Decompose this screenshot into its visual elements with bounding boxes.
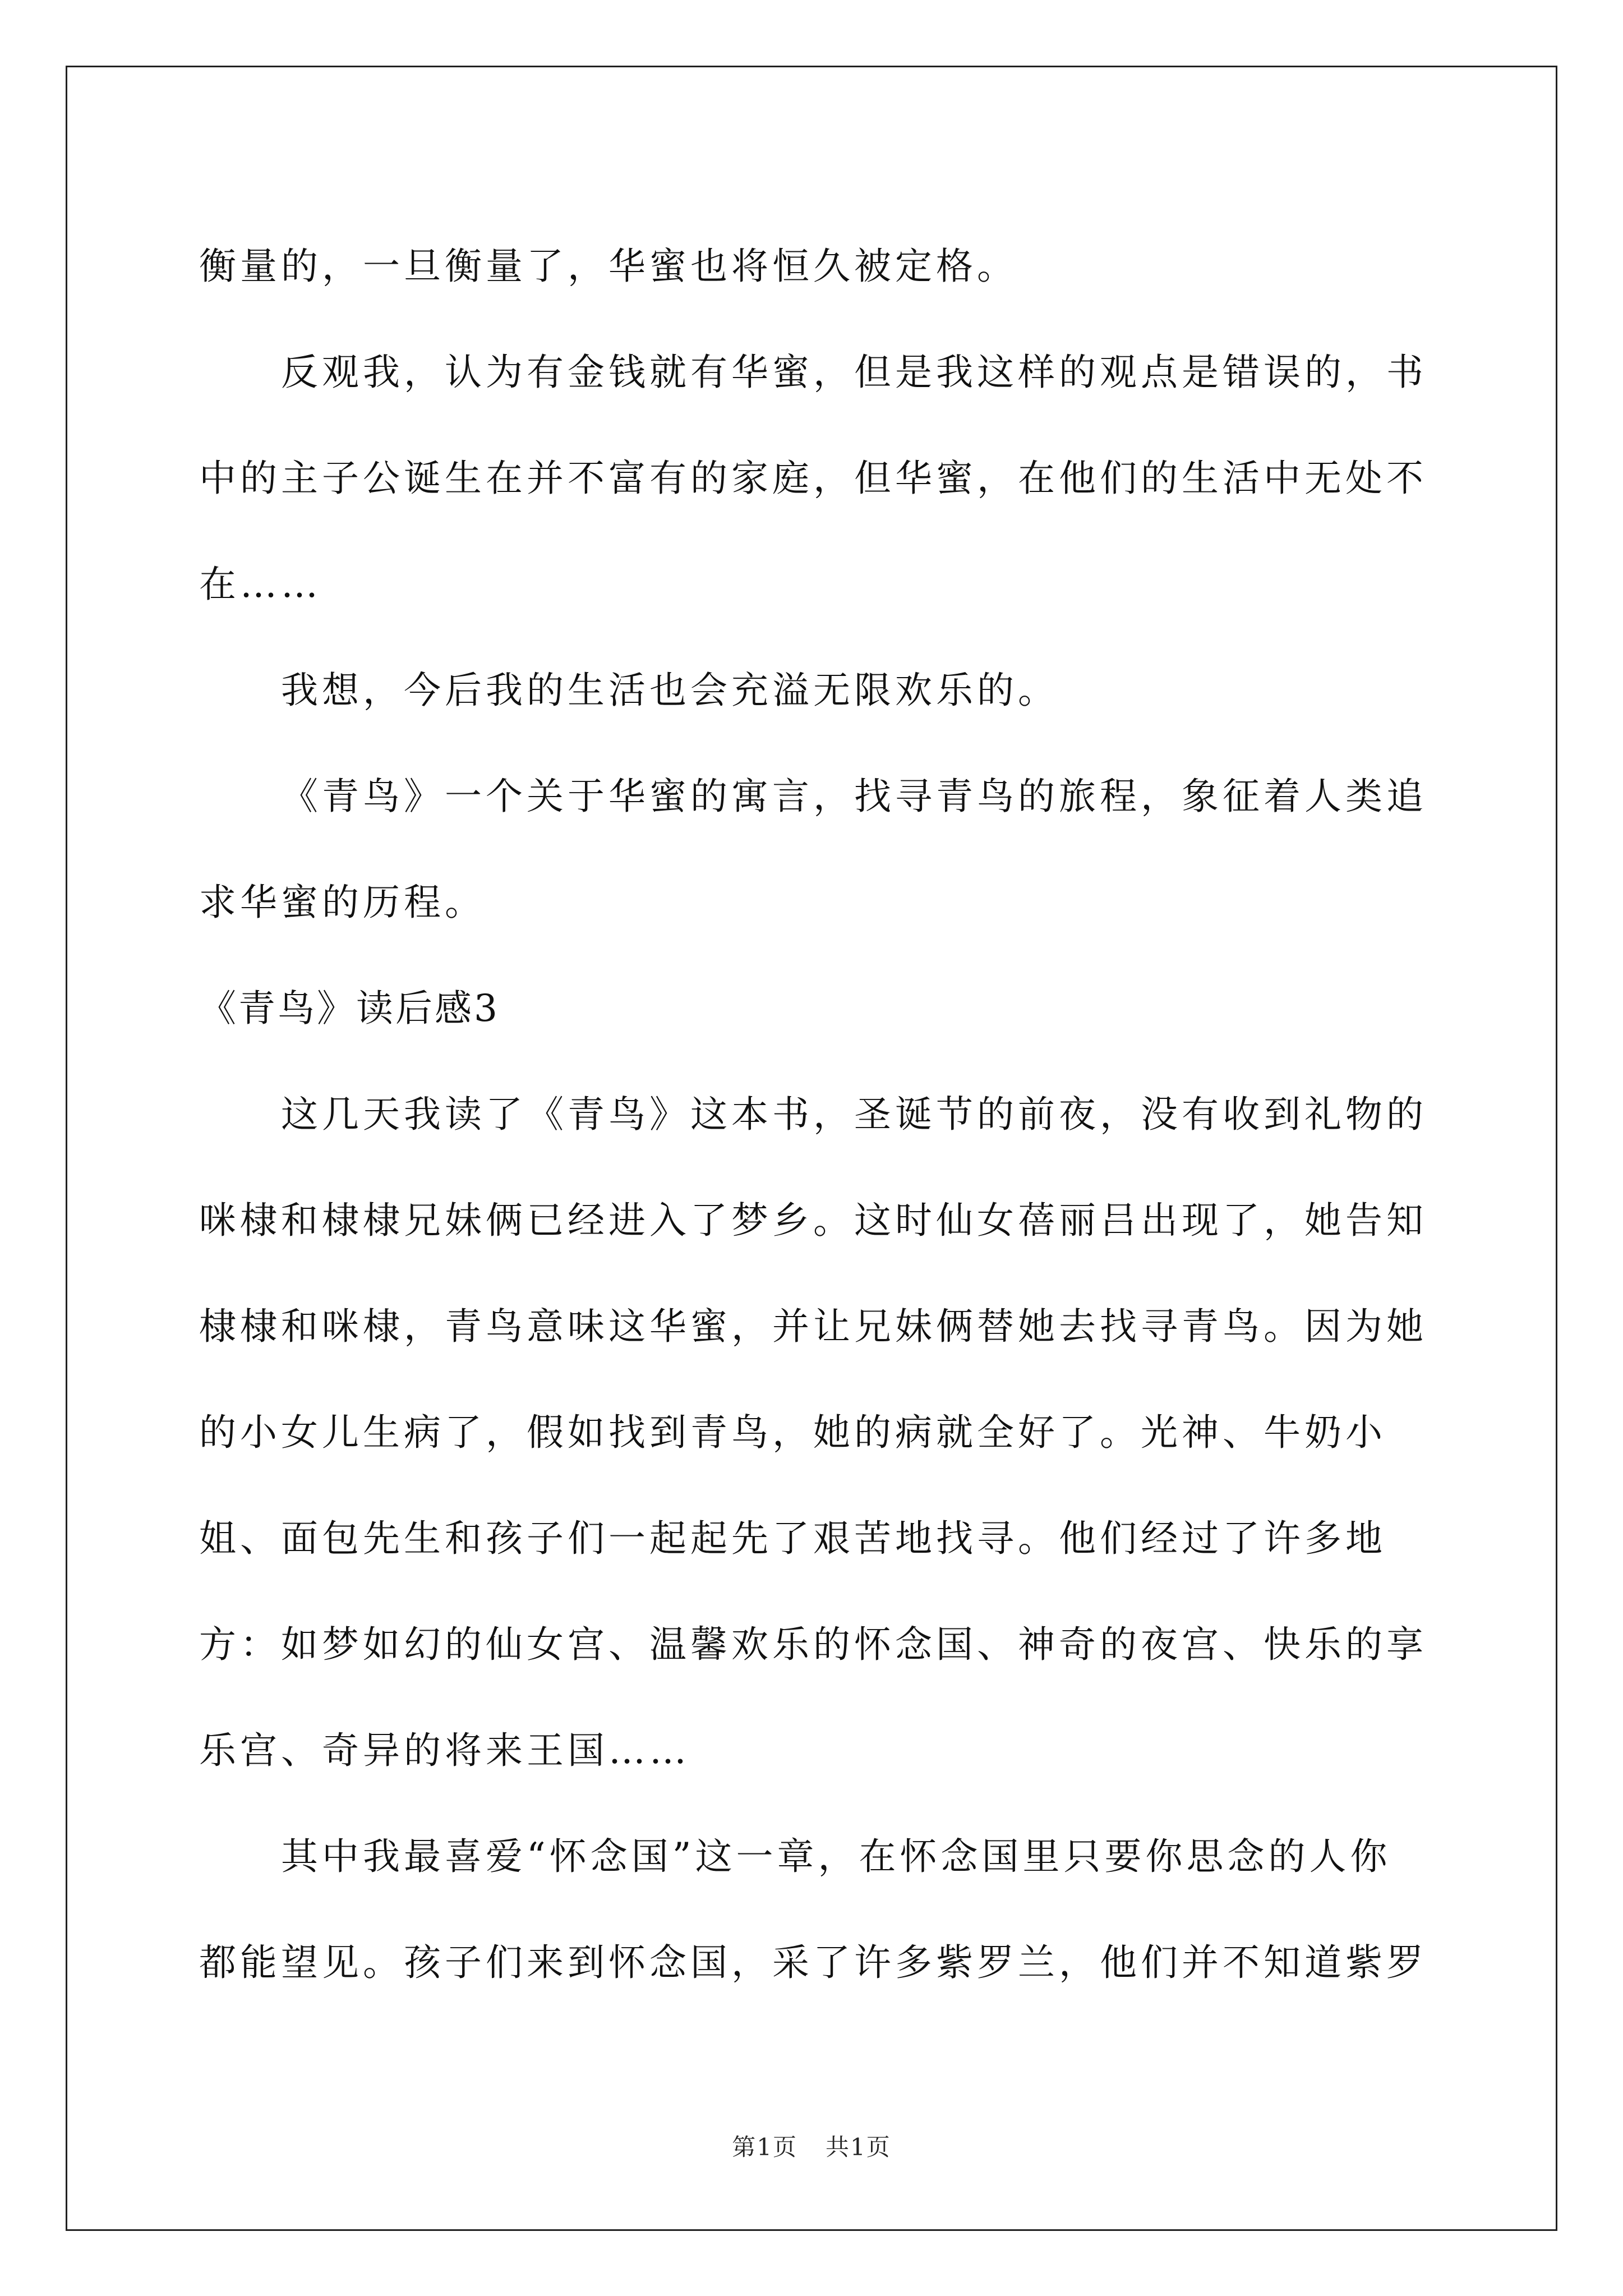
paragraph: 这几天我读了《青鸟》这本书，圣诞节的前夜，没有收到礼物的咪棣和棣棣兄妹俩已经进入了梦乡。这时仙女蓓丽吕出现了，她告知棣棣和咪棣，青鸟意味这华蜜，并让兄妹俩替她去找寻青鸟。因为她的小女儿生病了，假如找到青鸟，她的病就全好了。光神、牛奶小姐、面包先生和孩子们一起起先了艰苦地找寻。他们经过了许多地方：如梦如幻的仙女宫、温馨欢乐的怀念国、神奇的夜宫、快乐的享乐宫、奇异的将来王国…… <box>199 1093 1427 1772</box>
paragraph: 其中我最喜爱“怀念国”这一章，在怀念国里只要你思念的人你都能望见。孩子们来到怀念国，采了许多紫罗兰，他们并不知道紫罗 <box>199 1835 1427 1984</box>
page-number: 第1页 <box>732 2133 797 2161</box>
document-body <box>199 213 1427 2016</box>
paragraph: 我想，今后我的生活也会充溢无限欢乐的。 <box>281 669 1059 712</box>
paragraph: 《青鸟》一个关于华蜜的寓言，找寻青鸟的旅程，象征着人类追求华蜜的历程。 <box>199 775 1427 924</box>
page-footer <box>0 2129 1623 2162</box>
section-heading: 《青鸟》读后感3 <box>199 987 500 1030</box>
paragraph: 衡量的，一旦衡量了，华蜜也将恒久被定格。 <box>199 245 1018 288</box>
page-total: 共1页 <box>826 2133 891 2161</box>
paragraph: 反观我，认为有金钱就有华蜜，但是我这样的观点是错误的，书中的主子公诞生在并不富有的家庭，但华蜜，在他们的生活中无处不在…… <box>199 351 1427 606</box>
